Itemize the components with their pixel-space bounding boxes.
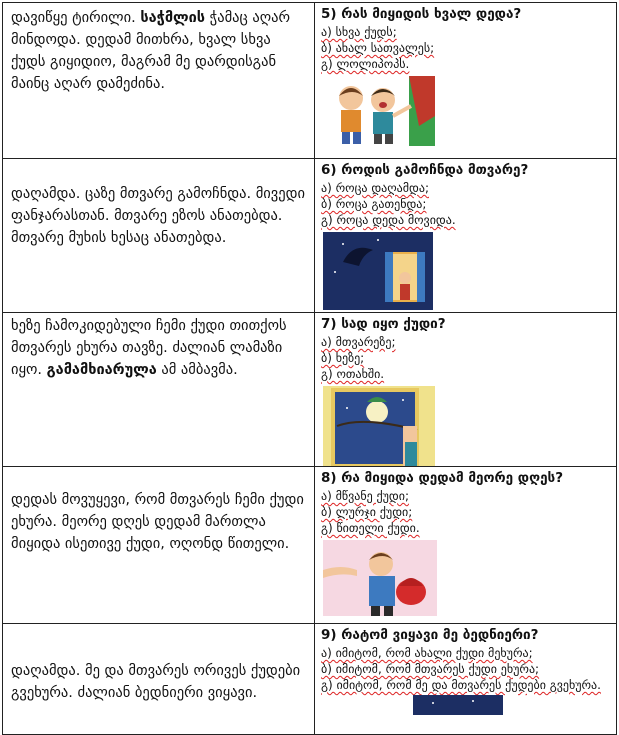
question-cell	[315, 313, 617, 467]
question-title: 8) რა მიყიდა დედამ მეორე დღეს?	[321, 470, 564, 486]
crying-boy-picture	[323, 76, 616, 146]
question-cell	[315, 624, 617, 735]
answer-option[interactable]: გ) იმიტომ, რომ მე და მთვარეს ქუდები გვეხურა.	[321, 678, 601, 692]
red-hat-picture	[323, 540, 616, 616]
story-paragraph: ხეზე ჩამოკიდებული ჩემი ქუდი თითქოს მთვარეს ეხურა თავზე. ძალიან ლამაზი იყო. გამამხიარულა ამ ამბავმა.	[11, 318, 287, 378]
answer-option[interactable]: ა) მწვანე ქუდი;	[321, 489, 409, 503]
night-scene-picture	[413, 695, 616, 715]
question-cell	[315, 467, 617, 624]
worksheet-table	[2, 2, 617, 735]
answer-option[interactable]: ბ) ლურჯი ქუდი;	[321, 505, 413, 519]
night-window-picture	[323, 232, 616, 310]
story-paragraph: დაღამდა. მე და მთვარეს ორივეს ქუდები გვეხურა. ძალიან ბედნიერი ვიყავი.	[11, 663, 301, 701]
story-cell	[3, 159, 315, 313]
answer-option[interactable]: ბ) ხეზე;	[321, 351, 365, 365]
story-cell	[3, 3, 315, 159]
question-title: 6) როდის გამოჩნდა მთვარე?	[321, 162, 529, 178]
story-cell	[3, 624, 315, 735]
answer-option[interactable]: გ) ლოლიპოპს.	[321, 57, 410, 71]
table-row	[3, 159, 617, 313]
question-title: 9) რატომ ვიყავი მე ბედნიერი?	[321, 627, 539, 643]
story-paragraph: დაღამდა. ცაზე მთვარე გამოჩნდა. მივედი ფანჯარასთან. მთვარე ეზოს ანათებდა. მთვარე მუხის ხესაც ანათებდა.	[11, 186, 305, 246]
answer-option[interactable]: ა) იმიტომ, რომ ახალი ქუდი მეხურა;	[321, 646, 533, 660]
question-title: 5) რას მიყიდის ხვალ დედა?	[321, 6, 522, 22]
answer-option[interactable]: ბ) ახალ სათვალეს;	[321, 41, 435, 55]
story-cell	[3, 313, 315, 467]
question-cell	[315, 159, 617, 313]
answer-option[interactable]: გ) როცა დედა მოვიდა.	[321, 213, 456, 227]
table-row	[3, 624, 617, 735]
question-title: 7) სად იყო ქუდი?	[321, 316, 446, 332]
answer-option[interactable]: ა) მთვარეზე;	[321, 335, 396, 349]
answer-option[interactable]: ა) როცა დაღამდა;	[321, 181, 429, 195]
moon-window-picture	[323, 386, 616, 466]
story-paragraph: დავიწყე ტირილი. საჭმლის ჭამაც აღარ მინდოდა. დედამ მითხრა, ხვალ სხვა ქუდს გიყიდიო, მაგრამ მე დარდისგან მაინც აღარ დამეძინა.	[11, 10, 291, 92]
story-paragraph: დედას მოვუყევი, რომ მთვარეს ჩემი ქუდი ეხურა. მეორე დღეს დედამ მართლა მიყიდა ისეთივე ქუდი, ოღონდ წითელი.	[11, 492, 304, 552]
answer-option[interactable]: გ) ოთახში.	[321, 367, 385, 381]
story-cell	[3, 467, 315, 624]
question-cell	[315, 3, 617, 159]
table-row	[3, 467, 617, 624]
answer-option[interactable]: ბ) იმიტომ, რომ მთვარეს ქუდი ეხურა;	[321, 662, 540, 676]
answer-option[interactable]: ა) სხვა ქუდს;	[321, 25, 397, 39]
answer-option[interactable]: ბ) როცა გათენდა;	[321, 197, 427, 211]
table-row	[3, 3, 617, 159]
table-row	[3, 313, 617, 467]
answer-option[interactable]: გ) წითელი ქუდი.	[321, 521, 420, 535]
